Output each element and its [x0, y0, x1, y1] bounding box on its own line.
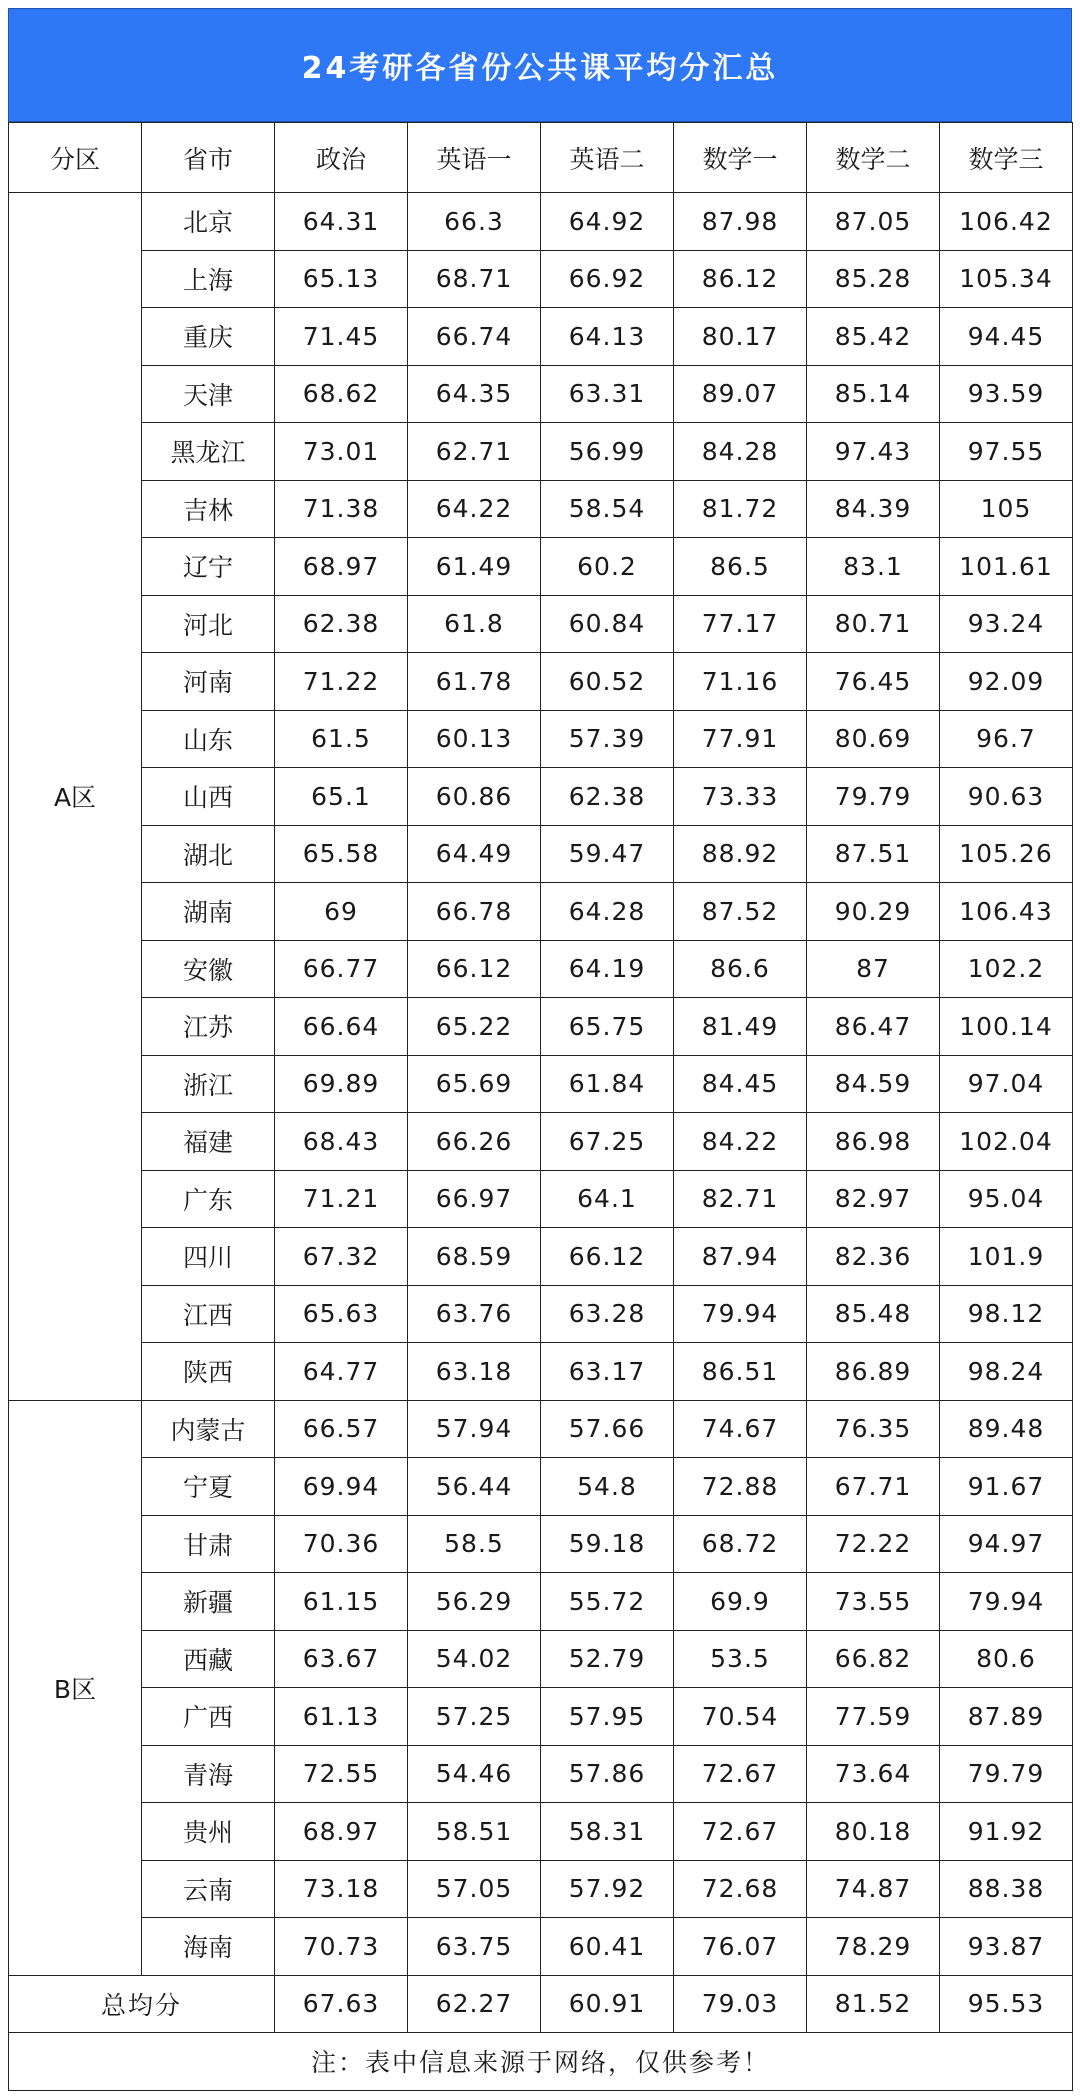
score-cell: 53.5 — [674, 1630, 807, 1688]
score-cell: 66.57 — [275, 1400, 408, 1458]
column-header: 分区 — [9, 123, 142, 193]
score-cell: 66.3 — [408, 193, 541, 251]
score-cell: 54.46 — [408, 1745, 541, 1803]
score-cell: 72.67 — [674, 1803, 807, 1861]
score-cell: 64.22 — [408, 480, 541, 538]
score-cell: 61.78 — [408, 653, 541, 711]
score-cell: 65.1 — [275, 768, 408, 826]
score-cell: 60.13 — [408, 710, 541, 768]
table-row — [9, 940, 1073, 998]
score-cell: 65.58 — [275, 825, 408, 883]
score-cell: 106.43 — [940, 883, 1073, 941]
table-row — [9, 1055, 1073, 1113]
province-cell: 宁夏 — [142, 1458, 275, 1516]
score-cell: 89.48 — [940, 1400, 1073, 1458]
score-cell: 56.99 — [541, 423, 674, 481]
score-cell: 67.71 — [807, 1458, 940, 1516]
table-row — [9, 1803, 1073, 1861]
province-cell: 西藏 — [142, 1630, 275, 1688]
province-cell: 河北 — [142, 595, 275, 653]
score-cell: 57.94 — [408, 1400, 541, 1458]
score-cell: 69.89 — [275, 1055, 408, 1113]
score-cell: 91.67 — [940, 1458, 1073, 1516]
province-cell: 安徽 — [142, 940, 275, 998]
score-cell: 84.39 — [807, 480, 940, 538]
score-cell: 58.54 — [541, 480, 674, 538]
score-cell: 80.17 — [674, 308, 807, 366]
score-cell: 63.76 — [408, 1285, 541, 1343]
score-cell: 82.71 — [674, 1170, 807, 1228]
score-cell: 71.21 — [275, 1170, 408, 1228]
total-label: 总均分 — [9, 1975, 275, 2033]
score-cell: 71.22 — [275, 653, 408, 711]
table-row — [9, 1228, 1073, 1286]
score-cell: 65.13 — [275, 250, 408, 308]
score-cell: 73.18 — [275, 1860, 408, 1918]
score-cell: 76.35 — [807, 1400, 940, 1458]
score-cell: 93.59 — [940, 365, 1073, 423]
score-cell: 77.91 — [674, 710, 807, 768]
score-cell: 61.15 — [275, 1573, 408, 1631]
province-cell: 贵州 — [142, 1803, 275, 1861]
score-cell: 65.75 — [541, 998, 674, 1056]
column-header: 英语一 — [408, 123, 541, 193]
score-cell: 64.77 — [275, 1343, 408, 1401]
score-cell: 56.44 — [408, 1458, 541, 1516]
score-cell: 54.8 — [541, 1458, 674, 1516]
score-cell: 102.2 — [940, 940, 1073, 998]
score-cell: 87 — [807, 940, 940, 998]
table-row — [9, 1745, 1073, 1803]
score-cell: 87.94 — [674, 1228, 807, 1286]
table-body — [9, 193, 1073, 2091]
province-cell: 吉林 — [142, 480, 275, 538]
score-cell: 76.45 — [807, 653, 940, 711]
score-cell: 105.34 — [940, 250, 1073, 308]
score-cell: 85.48 — [807, 1285, 940, 1343]
score-cell: 66.64 — [275, 998, 408, 1056]
score-cell: 79.94 — [674, 1285, 807, 1343]
score-cell: 105 — [940, 480, 1073, 538]
total-row — [9, 1975, 1073, 2033]
score-cell: 64.19 — [541, 940, 674, 998]
score-cell: 66.78 — [408, 883, 541, 941]
score-cell: 77.17 — [674, 595, 807, 653]
score-cell: 63.28 — [541, 1285, 674, 1343]
score-cell: 85.14 — [807, 365, 940, 423]
score-cell: 90.63 — [940, 768, 1073, 826]
province-cell: 新疆 — [142, 1573, 275, 1631]
table-row — [9, 883, 1073, 941]
total-score-cell: 62.27 — [408, 1975, 541, 2033]
score-cell: 60.41 — [541, 1918, 674, 1976]
total-score-cell: 79.03 — [674, 1975, 807, 2033]
score-cell: 86.89 — [807, 1343, 940, 1401]
header-row — [9, 123, 1073, 193]
column-header: 数学二 — [807, 123, 940, 193]
score-cell: 97.04 — [940, 1055, 1073, 1113]
score-cell: 56.29 — [408, 1573, 541, 1631]
score-cell: 54.02 — [408, 1630, 541, 1688]
score-cell: 102.04 — [940, 1113, 1073, 1171]
score-cell: 57.05 — [408, 1860, 541, 1918]
score-cell: 86.6 — [674, 940, 807, 998]
score-cell: 106.42 — [940, 193, 1073, 251]
province-cell: 广西 — [142, 1688, 275, 1746]
score-cell: 60.84 — [541, 595, 674, 653]
score-cell: 61.5 — [275, 710, 408, 768]
province-cell: 四川 — [142, 1228, 275, 1286]
score-cell: 63.67 — [275, 1630, 408, 1688]
score-cell: 52.79 — [541, 1630, 674, 1688]
score-cell: 61.13 — [275, 1688, 408, 1746]
score-cell: 69.94 — [275, 1458, 408, 1516]
table-row — [9, 250, 1073, 308]
score-cell: 62.38 — [275, 595, 408, 653]
score-cell: 69.9 — [674, 1573, 807, 1631]
score-cell: 61.8 — [408, 595, 541, 653]
score-cell: 70.73 — [275, 1918, 408, 1976]
score-cell: 59.47 — [541, 825, 674, 883]
province-cell: 山西 — [142, 768, 275, 826]
score-cell: 71.16 — [674, 653, 807, 711]
score-cell: 64.1 — [541, 1170, 674, 1228]
province-cell: 陕西 — [142, 1343, 275, 1401]
score-cell: 88.92 — [674, 825, 807, 883]
score-cell: 57.39 — [541, 710, 674, 768]
column-header: 数学三 — [940, 123, 1073, 193]
score-cell: 87.51 — [807, 825, 940, 883]
table-row — [9, 365, 1073, 423]
page-title: 24考研各省份公共课平均分汇总 — [8, 8, 1072, 122]
score-cell: 86.47 — [807, 998, 940, 1056]
score-cell: 58.31 — [541, 1803, 674, 1861]
score-cell: 79.79 — [940, 1745, 1073, 1803]
score-cell: 87.98 — [674, 193, 807, 251]
score-cell: 66.97 — [408, 1170, 541, 1228]
score-cell: 80.69 — [807, 710, 940, 768]
zone-cell: A区 — [9, 193, 142, 1401]
score-cell: 84.28 — [674, 423, 807, 481]
score-cell: 86.98 — [807, 1113, 940, 1171]
province-cell: 辽宁 — [142, 538, 275, 596]
score-cell: 71.38 — [275, 480, 408, 538]
score-cell: 87.52 — [674, 883, 807, 941]
score-cell: 62.71 — [408, 423, 541, 481]
table-row — [9, 1170, 1073, 1228]
score-cell: 66.12 — [408, 940, 541, 998]
score-cell: 93.87 — [940, 1918, 1073, 1976]
score-cell: 73.55 — [807, 1573, 940, 1631]
score-cell: 91.92 — [940, 1803, 1073, 1861]
table-row — [9, 1458, 1073, 1516]
score-cell: 74.67 — [674, 1400, 807, 1458]
total-score-cell: 95.53 — [940, 1975, 1073, 2033]
score-cell: 84.59 — [807, 1055, 940, 1113]
table-row — [9, 998, 1073, 1056]
score-cell: 70.36 — [275, 1515, 408, 1573]
score-cell: 98.24 — [940, 1343, 1073, 1401]
table-row — [9, 1918, 1073, 1976]
score-cell: 85.42 — [807, 308, 940, 366]
score-cell: 93.24 — [940, 595, 1073, 653]
column-header: 政治 — [275, 123, 408, 193]
score-cell: 73.33 — [674, 768, 807, 826]
total-score-cell: 81.52 — [807, 1975, 940, 2033]
note-row — [9, 2033, 1073, 2091]
score-sheet — [8, 8, 1072, 2091]
score-cell: 77.59 — [807, 1688, 940, 1746]
province-cell: 黑龙江 — [142, 423, 275, 481]
score-cell: 64.35 — [408, 365, 541, 423]
score-cell: 92.09 — [940, 653, 1073, 711]
score-cell: 69 — [275, 883, 408, 941]
province-cell: 云南 — [142, 1860, 275, 1918]
score-cell: 68.72 — [674, 1515, 807, 1573]
score-cell: 68.62 — [275, 365, 408, 423]
table-row — [9, 1285, 1073, 1343]
score-cell: 79.79 — [807, 768, 940, 826]
score-cell: 57.86 — [541, 1745, 674, 1803]
province-cell: 甘肃 — [142, 1515, 275, 1573]
score-cell: 89.07 — [674, 365, 807, 423]
province-cell: 北京 — [142, 193, 275, 251]
score-cell: 85.28 — [807, 250, 940, 308]
province-cell: 山东 — [142, 710, 275, 768]
score-cell: 97.55 — [940, 423, 1073, 481]
province-cell: 青海 — [142, 1745, 275, 1803]
score-cell: 64.28 — [541, 883, 674, 941]
score-cell: 65.63 — [275, 1285, 408, 1343]
score-cell: 64.31 — [275, 193, 408, 251]
score-cell: 87.89 — [940, 1688, 1073, 1746]
table-row — [9, 480, 1073, 538]
score-cell: 66.77 — [275, 940, 408, 998]
score-cell: 79.94 — [940, 1573, 1073, 1631]
score-table — [8, 122, 1073, 2091]
table-row — [9, 1573, 1073, 1631]
score-cell: 90.29 — [807, 883, 940, 941]
score-cell: 65.22 — [408, 998, 541, 1056]
zone-cell: B区 — [9, 1400, 142, 1975]
score-cell: 94.97 — [940, 1515, 1073, 1573]
score-cell: 63.18 — [408, 1343, 541, 1401]
score-cell: 95.04 — [940, 1170, 1073, 1228]
score-cell: 94.45 — [940, 308, 1073, 366]
score-cell: 64.13 — [541, 308, 674, 366]
score-cell: 64.49 — [408, 825, 541, 883]
province-cell: 浙江 — [142, 1055, 275, 1113]
score-cell: 60.52 — [541, 653, 674, 711]
score-cell: 72.22 — [807, 1515, 940, 1573]
score-cell: 66.74 — [408, 308, 541, 366]
score-cell: 57.95 — [541, 1688, 674, 1746]
score-cell: 62.38 — [541, 768, 674, 826]
score-cell: 97.43 — [807, 423, 940, 481]
table-row — [9, 193, 1073, 251]
score-cell: 72.55 — [275, 1745, 408, 1803]
score-cell: 82.36 — [807, 1228, 940, 1286]
score-cell: 57.92 — [541, 1860, 674, 1918]
score-cell: 66.12 — [541, 1228, 674, 1286]
column-header: 省市 — [142, 123, 275, 193]
score-cell: 57.25 — [408, 1688, 541, 1746]
table-row — [9, 653, 1073, 711]
province-cell: 上海 — [142, 250, 275, 308]
score-cell: 68.59 — [408, 1228, 541, 1286]
table-row — [9, 768, 1073, 826]
table-row — [9, 308, 1073, 366]
province-cell: 湖北 — [142, 825, 275, 883]
score-cell: 68.43 — [275, 1113, 408, 1171]
score-cell: 70.54 — [674, 1688, 807, 1746]
table-row — [9, 1400, 1073, 1458]
score-cell: 67.25 — [541, 1113, 674, 1171]
total-score-cell: 67.63 — [275, 1975, 408, 2033]
table-row — [9, 1688, 1073, 1746]
province-cell: 福建 — [142, 1113, 275, 1171]
score-cell: 78.29 — [807, 1918, 940, 1976]
score-cell: 72.88 — [674, 1458, 807, 1516]
score-cell: 88.38 — [940, 1860, 1073, 1918]
score-cell: 60.2 — [541, 538, 674, 596]
score-cell: 83.1 — [807, 538, 940, 596]
score-cell: 66.26 — [408, 1113, 541, 1171]
score-cell: 96.7 — [940, 710, 1073, 768]
score-cell: 63.31 — [541, 365, 674, 423]
score-cell: 84.45 — [674, 1055, 807, 1113]
province-cell: 天津 — [142, 365, 275, 423]
score-cell: 86.12 — [674, 250, 807, 308]
province-cell: 湖南 — [142, 883, 275, 941]
score-cell: 105.26 — [940, 825, 1073, 883]
score-cell: 100.14 — [940, 998, 1073, 1056]
score-cell: 82.97 — [807, 1170, 940, 1228]
score-cell: 66.92 — [541, 250, 674, 308]
score-cell: 68.71 — [408, 250, 541, 308]
score-cell: 86.51 — [674, 1343, 807, 1401]
province-cell: 河南 — [142, 653, 275, 711]
score-cell: 101.61 — [940, 538, 1073, 596]
score-cell: 58.5 — [408, 1515, 541, 1573]
table-row — [9, 1630, 1073, 1688]
score-cell: 80.6 — [940, 1630, 1073, 1688]
score-cell: 84.22 — [674, 1113, 807, 1171]
score-cell: 66.82 — [807, 1630, 940, 1688]
score-cell: 71.45 — [275, 308, 408, 366]
score-cell: 74.87 — [807, 1860, 940, 1918]
score-cell: 59.18 — [541, 1515, 674, 1573]
province-cell: 江西 — [142, 1285, 275, 1343]
score-cell: 101.9 — [940, 1228, 1073, 1286]
score-cell: 98.12 — [940, 1285, 1073, 1343]
score-cell: 61.84 — [541, 1055, 674, 1113]
table-row — [9, 1113, 1073, 1171]
score-cell: 68.97 — [275, 538, 408, 596]
score-cell: 81.72 — [674, 480, 807, 538]
score-cell: 80.18 — [807, 1803, 940, 1861]
score-cell: 72.67 — [674, 1745, 807, 1803]
score-cell: 63.75 — [408, 1918, 541, 1976]
table-row — [9, 1860, 1073, 1918]
total-score-cell: 60.91 — [541, 1975, 674, 2033]
score-cell: 87.05 — [807, 193, 940, 251]
province-cell: 海南 — [142, 1918, 275, 1976]
score-cell: 63.17 — [541, 1343, 674, 1401]
score-cell: 58.51 — [408, 1803, 541, 1861]
table-row — [9, 1515, 1073, 1573]
score-cell: 65.69 — [408, 1055, 541, 1113]
score-cell: 80.71 — [807, 595, 940, 653]
province-cell: 广东 — [142, 1170, 275, 1228]
score-cell: 86.5 — [674, 538, 807, 596]
column-header: 数学一 — [674, 123, 807, 193]
table-row — [9, 538, 1073, 596]
table-row — [9, 595, 1073, 653]
score-cell: 72.68 — [674, 1860, 807, 1918]
province-cell: 江苏 — [142, 998, 275, 1056]
province-cell: 内蒙古 — [142, 1400, 275, 1458]
score-cell: 73.01 — [275, 423, 408, 481]
score-cell: 76.07 — [674, 1918, 807, 1976]
table-row — [9, 423, 1073, 481]
score-cell: 61.49 — [408, 538, 541, 596]
province-cell: 重庆 — [142, 308, 275, 366]
score-cell: 73.64 — [807, 1745, 940, 1803]
source-note: 注：表中信息来源于网络，仅供参考！ — [9, 2033, 1073, 2091]
table-row — [9, 825, 1073, 883]
table-row — [9, 1343, 1073, 1401]
score-cell: 57.66 — [541, 1400, 674, 1458]
score-cell: 55.72 — [541, 1573, 674, 1631]
table-row — [9, 710, 1073, 768]
score-cell: 64.92 — [541, 193, 674, 251]
score-cell: 67.32 — [275, 1228, 408, 1286]
score-cell: 60.86 — [408, 768, 541, 826]
column-header: 英语二 — [541, 123, 674, 193]
score-cell: 81.49 — [674, 998, 807, 1056]
score-cell: 68.97 — [275, 1803, 408, 1861]
